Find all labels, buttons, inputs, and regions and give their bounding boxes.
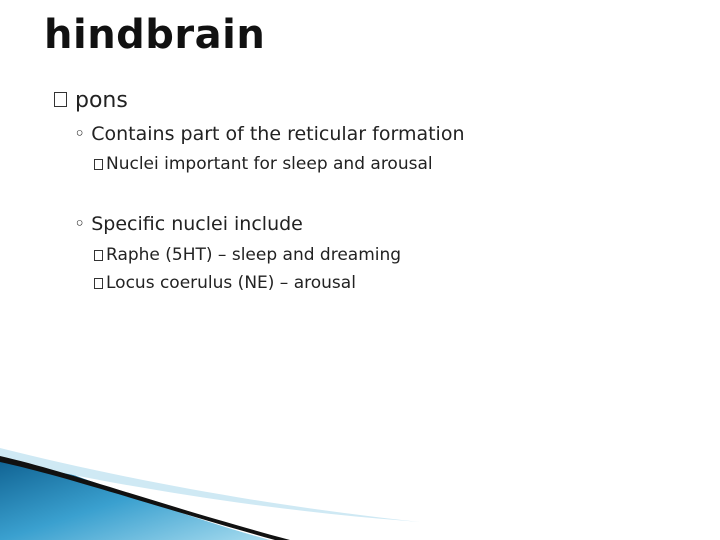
subbullet-sleep-arousal — [94, 154, 433, 174]
subbullet-text: Locus coerulus (NE) – arousal — [106, 273, 356, 293]
square-bullet-icon — [54, 92, 67, 107]
square-bullet-icon — [94, 159, 103, 170]
bullet-text: Contains part of the reticular formation — [91, 123, 465, 145]
swoosh-light-stripe — [0, 448, 420, 522]
square-bullet-icon — [94, 278, 103, 289]
slide-title: hindbrain — [44, 12, 266, 58]
subbullet-locus-coerulus — [94, 273, 356, 293]
bullet-reticular-formation — [74, 123, 465, 145]
bullet-text: Specific nuclei include — [91, 213, 303, 235]
bullet-level1-pons — [54, 88, 128, 113]
circle-bullet-icon: ◦ — [74, 123, 86, 145]
subbullet-text: Nuclei important for sleep and arousal — [106, 154, 433, 174]
level1-text: pons — [75, 88, 128, 113]
circle-bullet-icon: ◦ — [74, 213, 86, 235]
swoosh-dark-stripe — [0, 456, 290, 540]
swoosh-blue-shape — [0, 452, 270, 540]
subbullet-text: Raphe (5HT) – sleep and dreaming — [106, 245, 402, 265]
bullet-specific-nuclei — [74, 213, 303, 235]
square-bullet-icon — [94, 250, 103, 261]
subbullet-raphe — [94, 245, 401, 265]
